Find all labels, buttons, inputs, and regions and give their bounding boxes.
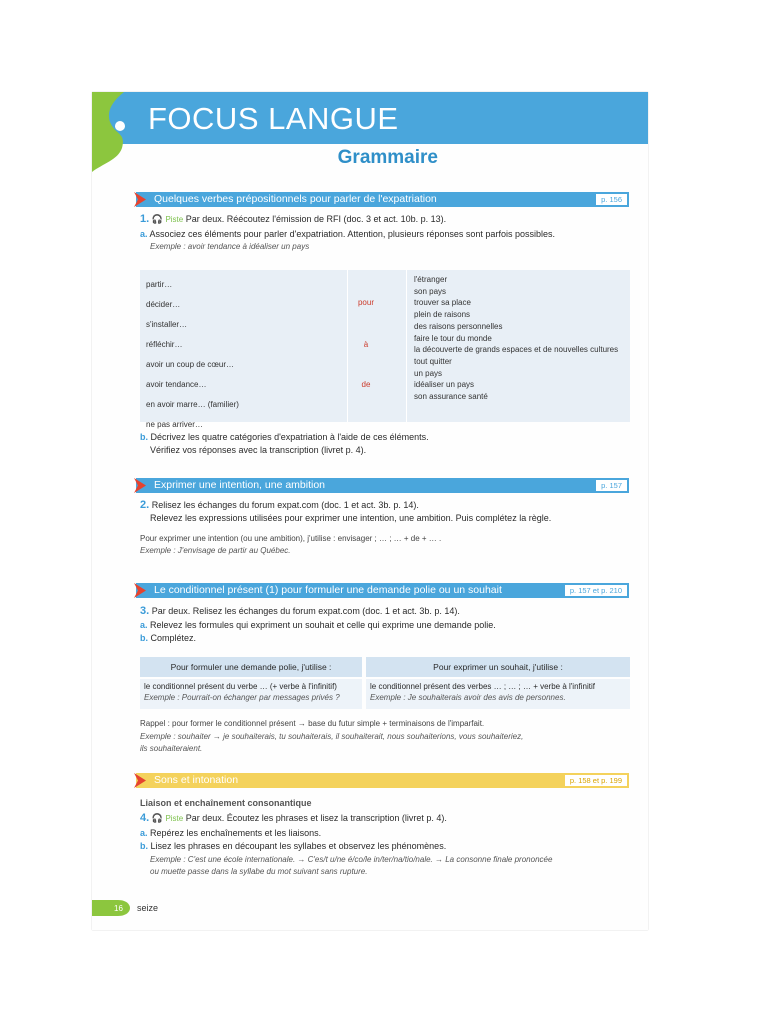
item-text: Associez ces éléments pour parler d'expatriation. Attention, plusieurs réponses sont parfois possibles. <box>149 229 555 239</box>
complement-item: faire le tour du monde <box>414 333 492 343</box>
item-letter: b. <box>140 841 148 851</box>
phonetic-example: Exemple : C'est une école internationale. → C'es/t u/ne é/co/le in/ter/na/tio/nale. → La consonne finale prononcée <box>150 855 553 864</box>
conditional-table <box>140 657 630 711</box>
chevron-right-icon <box>132 191 148 208</box>
cell-text: le conditionnel présent des verbes … ; … ; … + verbe à l'infinitif <box>370 682 595 691</box>
exercise-4b <box>140 841 446 852</box>
table-cell <box>140 679 362 709</box>
item-text: Relevez les formules qui expriment un souhait et celle qui exprime une demande polie. <box>150 620 496 630</box>
item-text: Vérifiez vos réponses avec la transcription (livret p. 4). <box>150 445 367 455</box>
complement-item: idéaliser un pays <box>414 380 475 390</box>
conjugation-example: Exemple : souhaiter → je souhaiterais, tu souhaiterais, il souhaiterait, nous souhaiterions, vous souhaiteriez, <box>140 732 524 741</box>
divider <box>406 270 407 422</box>
section-band-4 <box>136 773 629 788</box>
exercise-instruction: Relevez les expressions utilisées pour exprimer une intention, une ambition. Puis complétez la règle. <box>150 513 552 523</box>
verb-item: réfléchir… <box>146 340 183 349</box>
exercise-number: 4. <box>140 812 150 824</box>
exercise-3b <box>140 633 196 644</box>
exercise-1a <box>140 229 555 240</box>
rule-example: Exemple : J'envisage de partir au Québec. <box>140 546 291 555</box>
exercise-1-line <box>140 214 446 225</box>
cell-example: Exemple : Pourrait-on échanger par messages privés ? <box>144 693 340 702</box>
section-band-2 <box>136 478 629 493</box>
complement-item: trouver sa place <box>414 298 471 308</box>
association-table <box>140 270 630 429</box>
page-title: FOCUS LANGUE <box>148 101 399 136</box>
audio-icon: 🎧 <box>151 214 163 224</box>
item-letter: a. <box>140 229 148 239</box>
complement-item: son assurance santé <box>414 392 488 402</box>
verb-item: s'installer… <box>146 320 188 329</box>
exercise-instruction: Par deux. Réécoutez l'émission de RFI (doc. 3 et act. 10b. p. 13). <box>185 214 447 224</box>
complement-item: l'étranger <box>414 275 448 284</box>
section-band-3 <box>136 583 629 598</box>
chevron-right-icon <box>132 772 148 789</box>
divider <box>347 270 348 422</box>
exercise-3-line <box>140 606 460 617</box>
exercise-1b <box>140 432 429 443</box>
complement-item: plein de raisons <box>414 310 471 320</box>
complement-item: des raisons personnelles <box>414 321 503 331</box>
page-number-tab <box>92 898 132 918</box>
item-text: Décrivez les quatre catégories d'expatriation à l'aide de ces éléments. <box>150 432 429 442</box>
exercise-number: 1. <box>140 213 150 225</box>
exercise-1-example: Exemple : avoir tendance à idéaliser un pays <box>150 242 310 251</box>
table-header: Pour exprimer un souhait, j'utilise : <box>366 657 630 677</box>
audio-track: Piste <box>165 215 184 224</box>
table-cell <box>366 679 630 709</box>
section-title: Le conditionnel présent (1) pour formuler une demande polie ou un souhait <box>154 584 502 596</box>
page-number: 16 <box>114 904 123 913</box>
complement-item: son pays <box>414 286 447 296</box>
verb-item: avoir un coup de cœur… <box>146 360 235 369</box>
phonetic-example: ou muette passe dans la syllabe du mot suivant sans rupture. <box>150 867 368 876</box>
verb-item: en avoir marre… (familier) <box>146 400 239 409</box>
verb-item: ne pas arriver… <box>146 420 203 429</box>
chevron-right-icon <box>132 477 148 494</box>
audio-icon: 🎧 <box>151 813 163 823</box>
chevron-right-icon <box>132 582 148 599</box>
item-letter: b. <box>140 432 148 442</box>
item-text: Repérez les enchaînements et les liaisons. <box>150 828 322 838</box>
verbs-column <box>146 275 239 435</box>
complement-item: tout quitter <box>414 356 452 366</box>
complement-item: un pays <box>414 368 443 378</box>
cell-example: Exemple : Je souhaiterais avoir des avis de personnes. <box>370 693 566 702</box>
verb-item: décider… <box>146 300 181 309</box>
item-letter: a. <box>140 828 148 838</box>
cell-text: le conditionnel présent du verbe … (+ verbe à l'infinitif) <box>144 682 337 691</box>
item-letter: b. <box>140 633 148 643</box>
verb-item: partir… <box>146 280 173 289</box>
page-ref: p. 156 <box>596 194 627 205</box>
item-text: Lisez les phrases en découpant les syllabes et observez les phénomènes. <box>150 841 447 851</box>
section-band-1 <box>136 192 629 207</box>
exercise-instruction: Relisez les échanges du forum expat.com (doc. 1 et act. 3b. p. 14). <box>151 500 419 510</box>
table-header: Pour formuler une demande polie, j'utilise : <box>140 657 362 677</box>
exercise-4-line <box>140 813 447 824</box>
page-ref: p. 158 et p. 199 <box>565 775 627 786</box>
exercise-4a <box>140 828 321 839</box>
item-letter: a. <box>140 620 148 630</box>
page-number-word: seize <box>137 903 159 913</box>
complements-column <box>414 274 618 403</box>
page-ref: p. 157 <box>596 480 627 491</box>
page-subtitle: Grammaire <box>337 147 438 168</box>
section-title: Sons et intonation <box>154 774 239 786</box>
audio-track: Piste <box>165 814 184 823</box>
textbook-page <box>92 92 648 930</box>
reminder-note: Rappel : pour former le conditionnel présent → base du futur simple + terminaisons de l'imparfait. <box>140 719 485 728</box>
preposition: à <box>363 340 369 349</box>
complement-item: la découverte de grands espaces et de nouvelles cultures <box>414 345 619 355</box>
preposition: de <box>361 380 371 389</box>
subsection-heading: Liaison et enchaînement consonantique <box>140 798 312 808</box>
preposition: pour <box>357 298 374 307</box>
section-title: Exprimer une intention, une ambition <box>154 479 326 491</box>
verb-item: avoir tendance… <box>146 380 207 389</box>
exercise-instruction: Par deux. Écoutez les phrases et lisez la transcription (livret p. 4). <box>185 813 447 823</box>
exercise-number: 2. <box>140 499 150 511</box>
item-text: Complétez. <box>150 633 197 643</box>
exercise-2-line <box>140 500 419 511</box>
section-title: Quelques verbes prépositionnels pour parler de l'expatriation <box>154 193 437 205</box>
grammar-rule: Pour exprimer une intention (ou une ambition), j'utilise : envisager ; … ; … + de + … . <box>140 534 442 543</box>
exercise-instruction: Par deux. Relisez les échanges du forum expat.com (doc. 1 et act. 3b. p. 14). <box>151 606 460 616</box>
page-ref: p. 157 et p. 210 <box>565 585 627 596</box>
exercise-number: 3. <box>140 605 150 617</box>
exercise-3a <box>140 620 496 631</box>
conjugation-example: ils souhaiteraient. <box>140 744 203 753</box>
page-header <box>92 92 648 144</box>
